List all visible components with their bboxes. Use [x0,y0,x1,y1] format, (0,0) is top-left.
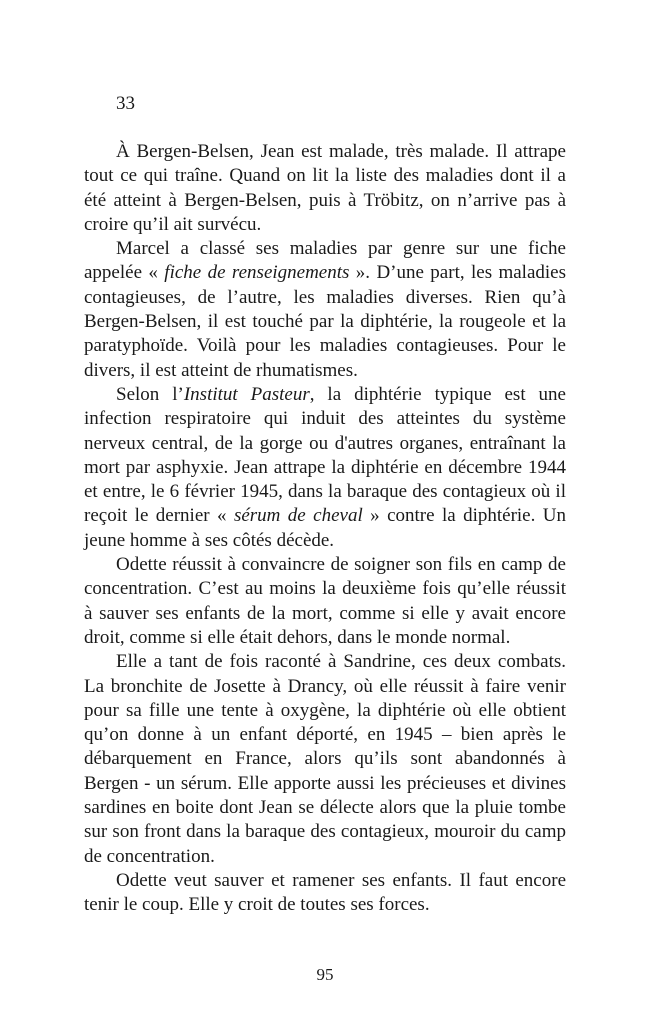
page-number: 95 [316,965,334,984]
body-text [84,140,566,918]
book-page [84,0,566,1035]
text-segment: Odette veut sauver et ramener ses enfants. Il faut encore tenir le coup. Elle y croit de toutes ses forces. [84,869,566,916]
text-segment: » contre la diphtérie. Un jeune homme à ses côtés décède. [84,505,567,551]
text-segment: Selon l’ [116,383,184,405]
text-segment: Marcel a classé ses maladies par genre sur une fiche appelée « [84,238,566,284]
text-segment: ». D’une part, les maladies contagieuses, de l’autre, les maladies diverses. Rien qu’à Bergen-Belsen, il est touché par la diphtérie, la rougeole et la paratyphoïde. Voilà pour les maladies contagieuses. Pour le divers, il est atteint de rhumatismes. [84,262,567,381]
text-segment: , la diphtérie typique est une infection respiratoire qui induit des atteintes du système nerveux central, de la gorge ou d'autres organes, entraînant la mort par asphyxie. Jean attrape la diphtérie en décembre 1944 et entre, le 6 février 1945, dans la baraque des contagieux où il reçoit le dernier « [84,383,566,527]
paragraph [84,650,566,869]
text-segment: Odette réussit à convaincre de soigner son fils en camp de concentration. C’est au moins la deuxième fois qu’elle réussit à sauver ses enfants de la mort, comme si elle y avait encore droit, comme si elle était dehors, dans le monde normal. [84,554,566,648]
paragraph [84,237,566,383]
italic-text: fiche de renseignements [164,262,350,284]
paragraph [84,869,566,918]
paragraph [84,140,566,237]
text-segment: À Bergen-Belsen, Jean est malade, très malade. Il attrape tout ce qui traîne. Quand on lit la liste des maladies dont il a été atteint à Bergen-Belsen, puis à Tröbitz, on n’arrive pas à croire qu’il ait survécu. [84,141,566,235]
text-segment: Elle a tant de fois raconté à Sandrine, ces deux combats. La bronchite de Josette à Drancy, où elle réussit à faire venir pour sa fille une tente à oxygène, la diphtérie où elle obtient qu’on donne à un enfant déporté, en 1945 – bien après le débarquement en France, alors qu’ils sont abandonnés à Bergen - un sérum. Elle apporte aussi les précieuses et divines sardines en boite dont Jean se délecte alors que la pluie tombe sur son front dans la baraque des contagieux, mouroir du camp de concentration. [84,651,566,867]
paragraph [84,383,566,553]
italic-text: sérum de cheval [233,505,363,527]
paragraph [84,553,566,650]
chapter-number: 33 [116,93,135,114]
italic-text: Institut Pasteur [183,383,310,405]
